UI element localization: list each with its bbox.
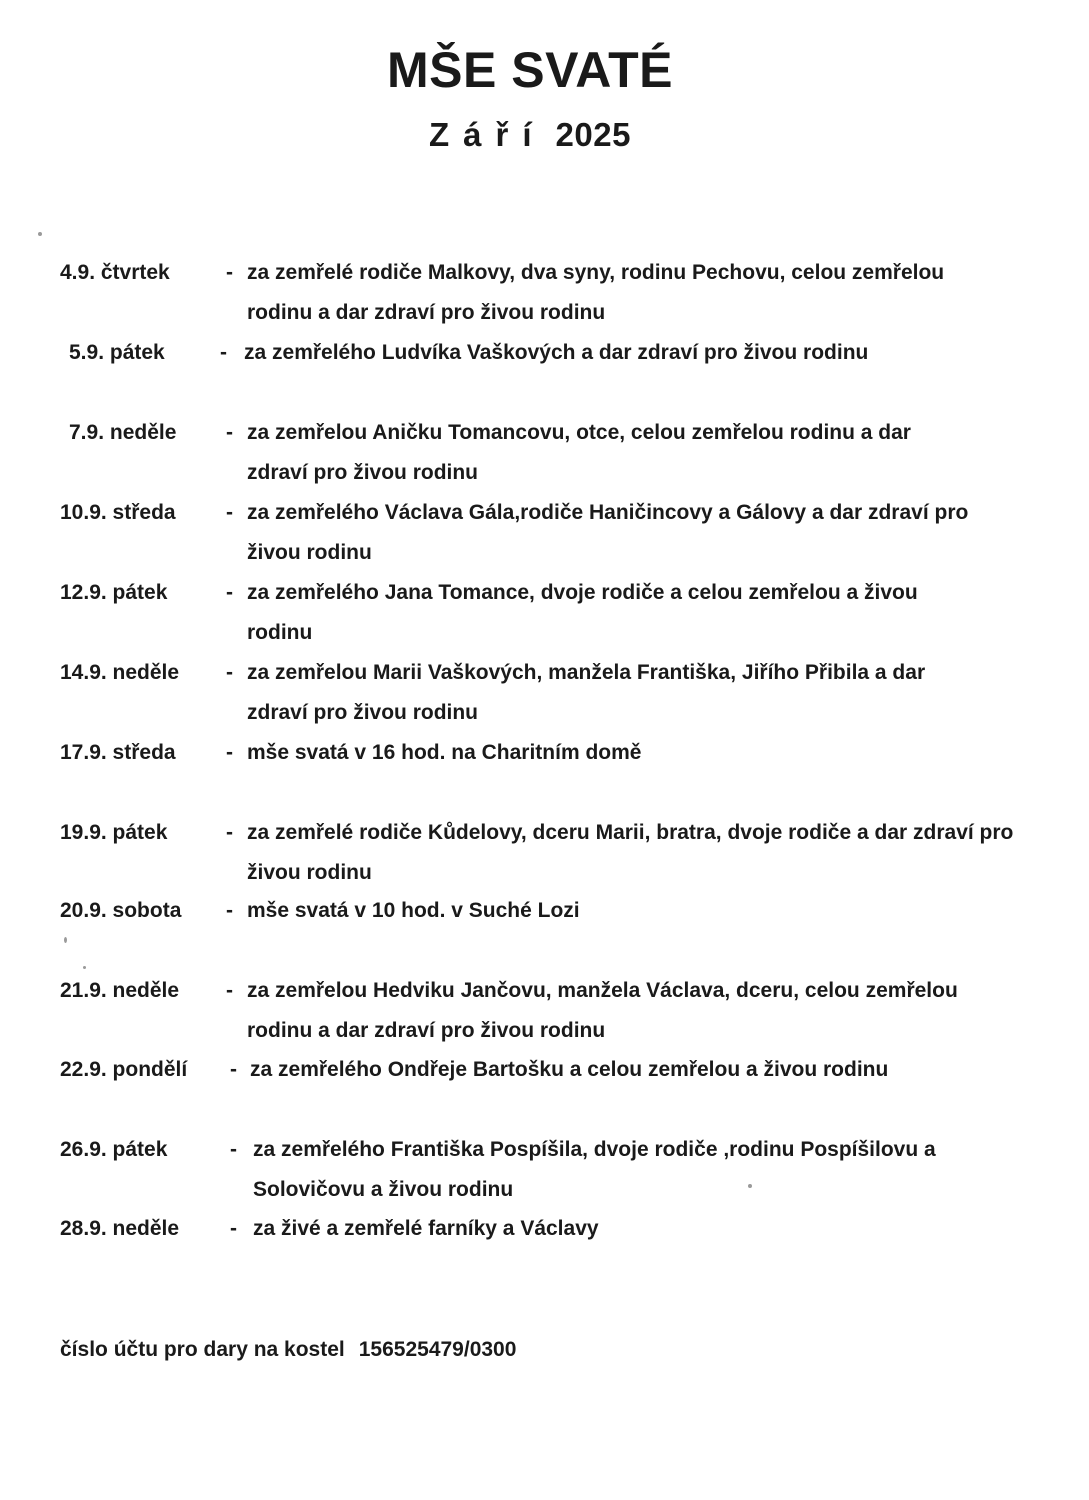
entry-text: za zemřelé rodiče Kůdelovy, dceru Marii, bratra, dvoje rodiče a dar zdraví pro živou rodinu	[247, 821, 1014, 884]
entry-text: za zemřelého Jana Tomance, dvoje rodiče a celou zemřelou a živou rodinu	[247, 581, 918, 644]
scan-speck	[83, 966, 86, 969]
bank-account-label: číslo účtu pro dary na kostel	[60, 1338, 345, 1361]
entry-date: 10.9. středa	[60, 501, 176, 524]
entry-date: 7.9. neděle	[69, 421, 177, 444]
entry-dash: -	[226, 501, 233, 524]
entry-text: za zemřelého Václava Gála,rodiče Haničincovy a Gálovy a dar zdraví pro živou rodinu	[247, 501, 969, 564]
entry-text: za živé a zemřelé farníky a Václavy	[253, 1217, 599, 1240]
entry-text: mše svatá v 16 hod. na Charitním domě	[247, 741, 642, 764]
entry-text: za zemřelé rodiče Malkovy, dva syny, rodinu Pechovu, celou zemřelou rodinu a dar zdraví pro živou rodinu	[247, 261, 945, 324]
scan-speck	[38, 232, 42, 236]
page-subtitle	[0, 112, 1060, 158]
entry-dash: -	[226, 741, 233, 764]
entry-date: 17.9. středa	[60, 741, 176, 764]
entry-dash: -	[226, 261, 233, 284]
page-title: MŠE SVATÉ	[386, 42, 674, 98]
entry-date: 22.9. pondělí	[60, 1058, 188, 1081]
entry-dash: -	[226, 899, 233, 922]
entry-dash: -	[220, 341, 227, 364]
entry-dash: -	[230, 1138, 237, 1161]
entry-dash: -	[226, 979, 233, 1002]
entry-text: za zemřelého Františka Pospíšila, dvoje rodiče ,rodinu Pospíšilovu a Solovičovu a živou rodinu	[253, 1138, 936, 1201]
entry-date: 19.9. pátek	[60, 821, 168, 844]
scan-speck	[64, 937, 67, 943]
entry-dash: -	[226, 421, 233, 444]
subtitle-year: 2025	[555, 116, 631, 153]
entry-date: 20.9. sobota	[60, 899, 182, 922]
bank-account-number: 156525479/0300	[358, 1338, 517, 1361]
entry-text: za zemřelou Aničku Tomancovu, otce, celou zemřelou rodinu a dar zdraví pro živou rodinu	[247, 421, 911, 484]
entry-text: za zemřelého Ludvíka Vaškových a dar zdraví pro živou rodinu	[244, 341, 869, 364]
entry-date: 26.9. pátek	[60, 1138, 168, 1161]
entry-text: mše svatá v 10 hod. v Suché Lozi	[247, 899, 580, 922]
entry-dash: -	[230, 1058, 237, 1081]
entry-text: za zemřelou Hedviku Jančovu, manžela Václava, dceru, celou zemřelou rodinu a dar zdraví pro živou rodinu	[247, 979, 958, 1042]
entry-dash: -	[226, 821, 233, 844]
entry-date: 12.9. pátek	[60, 581, 168, 604]
entry-text: za zemřelou Marii Vaškových, manžela Františka, Jiřího Přibila a dar zdraví pro živou rodinu	[247, 661, 926, 724]
entry-date: 5.9. pátek	[69, 341, 165, 364]
subtitle-month: Září	[429, 116, 546, 153]
bank-account-note	[60, 1330, 516, 1370]
entry-date: 14.9. neděle	[60, 661, 180, 684]
scan-speck	[748, 1184, 752, 1188]
entry-date: 4.9. čtvrtek	[60, 261, 170, 284]
entry-text: za zemřelého Ondřeje Bartošku a celou zemřelou a živou rodinu	[250, 1058, 889, 1081]
entry-date: 21.9. neděle	[60, 979, 180, 1002]
entry-dash: -	[226, 661, 233, 684]
entry-date: 28.9. neděle	[60, 1217, 180, 1240]
entry-dash: -	[226, 581, 233, 604]
entry-dash: -	[230, 1217, 237, 1240]
